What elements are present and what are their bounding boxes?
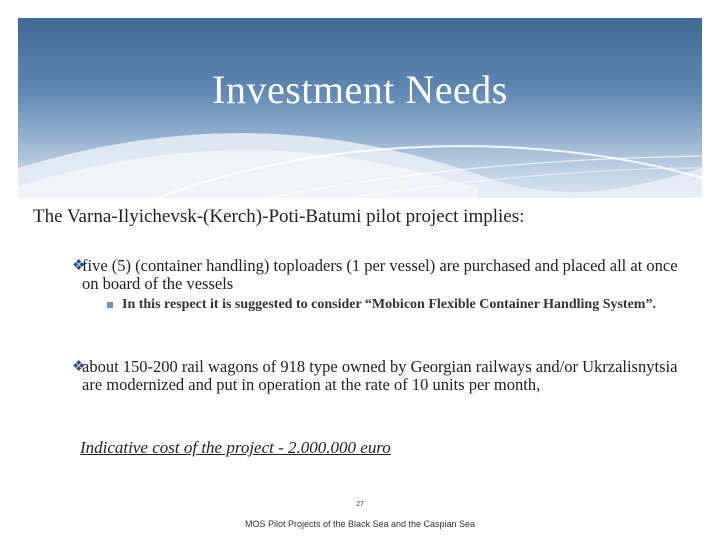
bullet-item-toploaders bbox=[72, 256, 682, 293]
bullet-item-wagons bbox=[72, 357, 682, 394]
diamond-bullet-icon: ❖ bbox=[72, 258, 86, 274]
indicative-cost: Indicative cost of the project - 2.000.000 euro bbox=[80, 438, 391, 457]
bullet-text: five (5) (container handling) toploaders (1 per vessel) are purchased and placed all at once on board of the vessels bbox=[82, 256, 678, 293]
title-banner bbox=[18, 18, 702, 198]
square-bullet-icon bbox=[107, 302, 113, 308]
sub-bullet-text: In this respect it is suggested to consider “Mobicon Flexible Container Handling System”. bbox=[122, 297, 656, 312]
diamond-bullet-icon: ❖ bbox=[72, 359, 86, 375]
page-number: 27 bbox=[356, 501, 364, 508]
sub-bullet-item-mobicon bbox=[122, 297, 662, 313]
intro-text: The Varna-Ilyichevsk-(Kerch)-Poti-Batumi pilot project implies: bbox=[33, 206, 525, 227]
bullet-text: about 150-200 rail wagons of 918 type owned by Georgian railways and/or Ukrzalisnytsia are modernized and put in operation at the rate of 10 units per month, bbox=[82, 357, 678, 394]
slide-title: Investment Needs bbox=[212, 67, 508, 112]
footer-text: MOS Pilot Projects of the Black Sea and the Caspian Sea bbox=[244, 519, 476, 529]
